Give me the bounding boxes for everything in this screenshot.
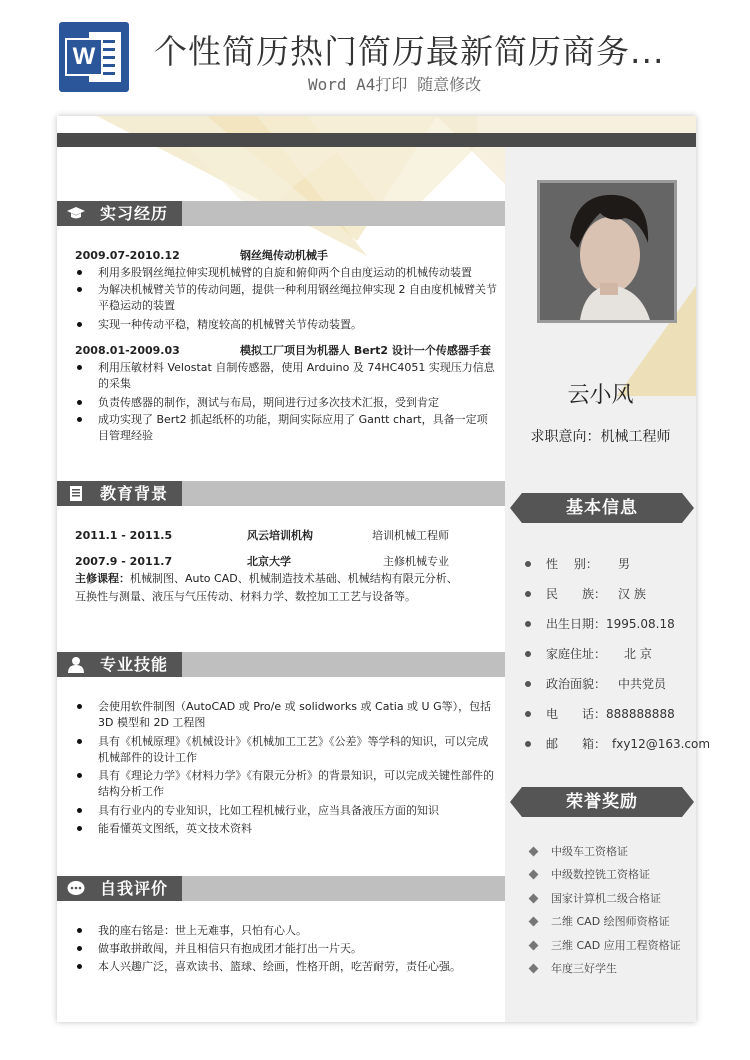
award-text: 三维 CAD 应用工程资格证 — [551, 939, 681, 952]
self-eval-title: 自我评价 — [100, 879, 169, 898]
top-dark-bar — [57, 133, 696, 147]
list-item — [77, 734, 497, 766]
bullet-text: 成功实现了 Bert2 抓起纸杯的功能，期间实际应用了 Gantt chart，具备一定项目管理经验 — [98, 413, 488, 442]
list-item — [77, 395, 497, 411]
bullet-dot — [77, 322, 82, 327]
list-item — [77, 360, 497, 392]
education-heading — [57, 481, 505, 506]
graduation-cap-icon — [67, 205, 85, 222]
bullet-dot — [525, 561, 531, 567]
edu-major: 培训机械工程师 — [372, 529, 449, 542]
list-item — [77, 317, 497, 333]
list-item — [77, 412, 497, 444]
bullet-text: 能看懂英文图纸，英文技术资料 — [98, 822, 252, 835]
edu-school: 风云培训机构 — [247, 529, 313, 542]
courses-line — [75, 571, 458, 587]
bullet-dot — [77, 287, 82, 292]
bullet-dot — [77, 946, 82, 951]
list-item — [77, 959, 497, 975]
bullet-dot — [77, 928, 82, 933]
avatar-photo — [537, 180, 677, 323]
bullet-dot — [77, 964, 82, 969]
bullet-text: 具有行业内的专业知识，比如工程机械行业，应当具备液压方面的知识 — [98, 804, 439, 817]
bullet-text: 我的座右铭是：世上无难事，只怕有心人。 — [98, 924, 307, 937]
info-label: 政治面貌： — [546, 677, 607, 691]
award-text: 中级车工资格证 — [551, 845, 628, 858]
bullet-dot — [525, 651, 531, 657]
document-subtitle: Word A4打印 随意修改 — [308, 75, 482, 94]
edu-major: 主修机械专业 — [383, 555, 449, 568]
info-label: 邮 箱： — [546, 737, 607, 751]
courses-line: 互换性与测量、液压与气压传动、材料力学、数控加工工艺与设备等。 — [75, 590, 416, 603]
candidate-name: 云小风 — [567, 383, 634, 408]
bullet-dot — [525, 591, 531, 597]
internship-heading — [57, 201, 505, 226]
job-intent-value: 机械工程师 — [600, 429, 671, 445]
bullet-dot — [77, 704, 82, 709]
bullet-text: 会使用软件制图（AutoCAD 或 Pro/e 或 solidworks 或 Catia 或 U G等），包括 3D 模型和 2D 工程图 — [98, 700, 492, 729]
bullet-text: 具有《机械原理》《机械设计》《机械加工工艺》《公差》等学科的知识，可以完成机械部件的设计工作 — [98, 735, 489, 764]
internship-title: 实习经历 — [100, 204, 169, 223]
job-title: 钢丝绳传动机械手 — [240, 249, 328, 262]
skills-heading — [57, 652, 505, 677]
award-text: 二维 CAD 绘图师资格证 — [551, 915, 670, 928]
courses-label: 主修课程： — [75, 572, 130, 585]
word-letter: W — [65, 38, 103, 76]
bullet-dot — [77, 826, 82, 831]
courses-text: 机械制图、Auto CAD、机械制造技术基础、机械结构有限元分析、 — [130, 572, 458, 585]
info-value: fxy12@163.com — [612, 737, 711, 751]
resume-page — [57, 116, 711, 1022]
bullet-dot — [77, 400, 82, 405]
info-value: 汉 族 — [618, 587, 646, 601]
info-value: 男 — [618, 557, 631, 571]
list-item — [77, 923, 497, 939]
document-title: 个性简历热门简历最新简历商务... — [154, 32, 665, 71]
info-value: 1995.08.18 — [606, 617, 675, 631]
book-icon — [67, 485, 85, 502]
basic-info-heading — [510, 493, 694, 523]
self-eval-heading — [57, 876, 505, 901]
bullet-text: 做事敢拼敢闯，并且相信只有抱成团才能打出一片天。 — [98, 942, 362, 955]
bullet-dot — [77, 773, 82, 778]
bullet-dot — [525, 711, 531, 717]
job-period: 2009.07-2010.12 — [75, 249, 180, 262]
bullet-dot — [525, 621, 531, 627]
awards-title: 荣誉奖励 — [566, 792, 638, 812]
bullet-dot — [77, 270, 82, 275]
info-value: 中共党员 — [618, 677, 667, 691]
job-intent — [505, 426, 696, 446]
edu-school: 北京大学 — [247, 555, 291, 568]
bullet-text: 为解决机械臂关节的传动问题，提供一种利用钢丝绳拉伸实现 2 自由度机械臂关节平稳运动的装置 — [98, 283, 497, 312]
job-intent-label: 求职意向： — [530, 429, 601, 445]
bullet-text: 本人兴趣广泛，喜欢读书、篮球、绘画，性格开朗，吃苦耐劳，责任心强。 — [98, 960, 461, 973]
bullet-text: 利用多股钢丝绳拉伸实现机械臂的自旋和俯仰两个自由度运动的机械传动装置 — [98, 266, 472, 279]
chat-bubble-icon — [67, 880, 85, 897]
bullet-dot — [525, 681, 531, 687]
info-label: 家庭住址： — [546, 647, 607, 661]
bullet-dot — [77, 808, 82, 813]
bullet-dot — [77, 365, 82, 370]
award-text: 国家计算机二级合格证 — [551, 892, 661, 905]
user-icon — [67, 656, 85, 673]
info-value: 北 京 — [624, 647, 652, 661]
list-item — [77, 699, 497, 731]
bullet-dot — [77, 417, 82, 422]
list-item — [77, 265, 497, 281]
bullet-text: 具有《理论力学》《材料力学》《有限元分析》的背景知识，可以完成关键性部件的结构分析工作 — [98, 769, 494, 798]
job-period: 2008.01-2009.03 — [75, 344, 180, 357]
list-item — [77, 941, 497, 957]
bullet-dot — [525, 741, 531, 747]
edu-period: 2011.1 - 2011.5 — [75, 529, 173, 542]
awards-heading — [510, 787, 694, 817]
list-item — [77, 282, 497, 314]
document-banner — [0, 0, 750, 110]
bullet-text: 利用压敏材料 Velostat 自制传感器，使用 Arduino 及 74HC4051 实现压力信息的采集 — [98, 361, 495, 390]
info-label: 电 话： — [546, 707, 607, 721]
bullet-text: 负责传感器的制作，测试与布局，期间进行过多次技术汇报，受到肯定 — [98, 396, 439, 409]
skills-title: 专业技能 — [100, 655, 169, 674]
list-item — [77, 768, 497, 800]
award-text: 年度三好学生 — [551, 962, 617, 975]
education-title: 教育背景 — [100, 484, 169, 503]
list-item — [77, 803, 497, 819]
info-label: 性 别： — [546, 557, 598, 571]
edu-period: 2007.9 - 2011.7 — [75, 555, 173, 568]
info-label: 出生日期： — [546, 617, 607, 631]
info-value: 888888888 — [606, 707, 675, 721]
word-icon — [59, 22, 129, 92]
info-label: 民 族： — [546, 587, 607, 601]
award-text: 中级数控铣工资格证 — [551, 868, 650, 881]
basic-info-title: 基本信息 — [566, 498, 638, 518]
bullet-text: 实现一种传动平稳，精度较高的机械臂关节传动装置。 — [98, 318, 362, 331]
list-item — [77, 821, 497, 837]
job-title: 模拟工厂项目为机器人 Bert2 设计一个传感器手套 — [240, 344, 491, 357]
bullet-dot — [77, 739, 82, 744]
